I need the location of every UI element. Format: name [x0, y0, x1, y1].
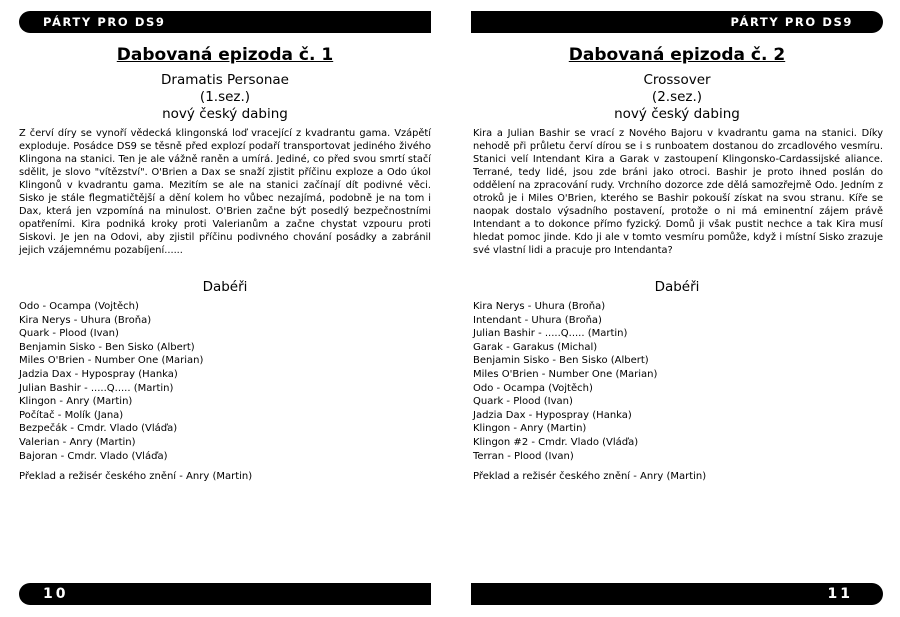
cast-item: Miles O'Brien - Number One (Marian)	[473, 368, 658, 380]
cast-item: Quark - Plood (Ivan)	[473, 396, 573, 408]
left-credit: Překlad a režisér českého znění - Anry (Martin)	[19, 471, 253, 482]
left-page-number: 10	[43, 586, 69, 602]
right-dub-note: nový český dabing	[614, 106, 740, 122]
cast-item: Terran - Plood (Ivan)	[473, 450, 574, 462]
cast-item: Jadzia Dax - Hypospray (Hanka)	[473, 409, 632, 421]
right-synopsis: Kira a Julian Bashir se vrací z Nového Bajoru v kvadrantu gama na stanici. Díky nehodě při průletu červí dírou se i s runboatem dostanou do zrcadlového vesmíru. Stanici velí Intendant Kira a Garak v zastoupení Klingonsko-Cardassijské aliance. Terrané, tedy lidé, jsou zde bráni jako otroci. Bashir je proto ihned poslán do oddělení na zpracování rudy. Vrchního dozorce zde dělá samozřejmě Odo. Jedním z otroků je i Miles O'Brien, kterého se Bashir pokouší získat na svou stranu. Kíře se naopak dostalo výsadního postavení, protože o ni má eminentní zájem právě Intendant a to dokonce přímo fyzický. Domů ji však pustit nechce a tak Kira musí hledat pomoc jinde. Kdo ji ale v tomto vesmíru pomůže, když i místní Sisko zrazuje své vlastní lidi a pracuje pro Intendanta?	[473, 128, 883, 256]
right-episode-title: Dabovaná epizoda č. 2	[568, 45, 786, 65]
cast-item: Klingon - Anry (Martin)	[19, 396, 133, 408]
cast-item: Benjamin Sisko - Ben Sisko (Albert)	[19, 341, 195, 353]
right-episode-subhead	[471, 72, 883, 123]
cast-item: Odo - Ocampa (Vojtěch)	[19, 301, 139, 312]
cast-item: Valerian - Anry (Martin)	[19, 436, 136, 448]
left-cast-list	[19, 300, 203, 463]
right-cast-list	[473, 300, 657, 463]
right-page	[471, 0, 883, 617]
left-synopsis: Z červí díry se vynoří vědecká klingonská loď vracející z kvadrantu gama. Vzápětí exploduje. Posádce DS9 se těsně před explozí podaří transportovat jediného živého Klingona na stanici. Ten je ale vážně raněn a umírá. Jediné, co před svou smrtí stačí sdělit, je slovo "vítězství". O'Brien a Dax se snaží zjistit příčinu exploze a Odo úkol Klingonů v kvadrantu gama. Mezitím se ale na stanici začínají dít podivné věci. Sisko je stále flegmatičtější a dění kolem ho vůbec nezajímá, podobně je na tom i Dax, která jen vzpomíná na minulost. O'Brien začne být posedlý bezpečnostními opatřeními. Kira podniká kroky proti Valerianům a začne chystat vzpouru proti Siskovi. Je jen na Odovi, aby zjistil příčinu podivného chování posádky a zabránil jejich vzájemnému pozabíjení......	[19, 128, 431, 256]
left-episode-name: Dramatis Personae	[161, 72, 289, 88]
cast-item: Julian Bashir - .....Q..... (Martin)	[473, 328, 628, 340]
cast-item: Kira Nerys - Uhura (Broňa)	[473, 301, 606, 312]
cast-item: Počítač - Molík (Jana)	[19, 409, 124, 421]
cast-item: Miles O'Brien - Number One (Marian)	[19, 355, 204, 367]
cast-item: Kira Nerys - Uhura (Broňa)	[19, 314, 152, 326]
cast-item: Klingon #2 - Cmdr. Vlado (Vláďa)	[473, 436, 639, 448]
right-page-number: 11	[827, 586, 853, 602]
right-episode-season: (2.sez.)	[651, 89, 703, 105]
left-episode-title: Dabovaná epizoda č. 1	[116, 45, 334, 65]
cast-item: Klingon - Anry (Martin)	[473, 423, 587, 435]
cast-item: Bajoran - Cmdr. Vlado (Vláďa)	[19, 450, 168, 462]
cast-item: Garak - Garakus (Michal)	[473, 341, 598, 353]
cast-item: Quark - Plood (Ivan)	[19, 328, 119, 340]
left-dub-note: nový český dabing	[162, 106, 288, 122]
cast-item: Benjamin Sisko - Ben Sisko (Albert)	[473, 355, 649, 367]
right-cast-heading: Dabéři	[654, 279, 700, 295]
cast-item: Odo - Ocampa (Vojtěch)	[473, 382, 593, 394]
right-footer-bar	[471, 583, 883, 605]
cast-item: Julian Bashir - .....Q..... (Martin)	[19, 382, 174, 394]
left-page	[19, 0, 431, 617]
right-header-bar	[471, 11, 883, 33]
right-credit: Překlad a režisér českého znění - Anry (Martin)	[473, 471, 707, 482]
left-footer-bar	[19, 583, 431, 605]
left-header-bar	[19, 11, 431, 33]
cast-item: Intendant - Uhura (Broňa)	[473, 314, 602, 326]
right-episode-name: Crossover	[643, 72, 711, 88]
left-episode-season: (1.sez.)	[199, 89, 251, 105]
right-header-text: PÁRTY PRO DS9	[730, 15, 853, 29]
left-header-text: PÁRTY PRO DS9	[43, 15, 166, 29]
cast-item: Jadzia Dax - Hypospray (Hanka)	[19, 368, 178, 380]
cast-item: Bezpečák - Cmdr. Vlado (Vláďa)	[19, 423, 178, 435]
left-episode-subhead	[19, 72, 431, 123]
left-cast-heading: Dabéři	[202, 279, 248, 295]
